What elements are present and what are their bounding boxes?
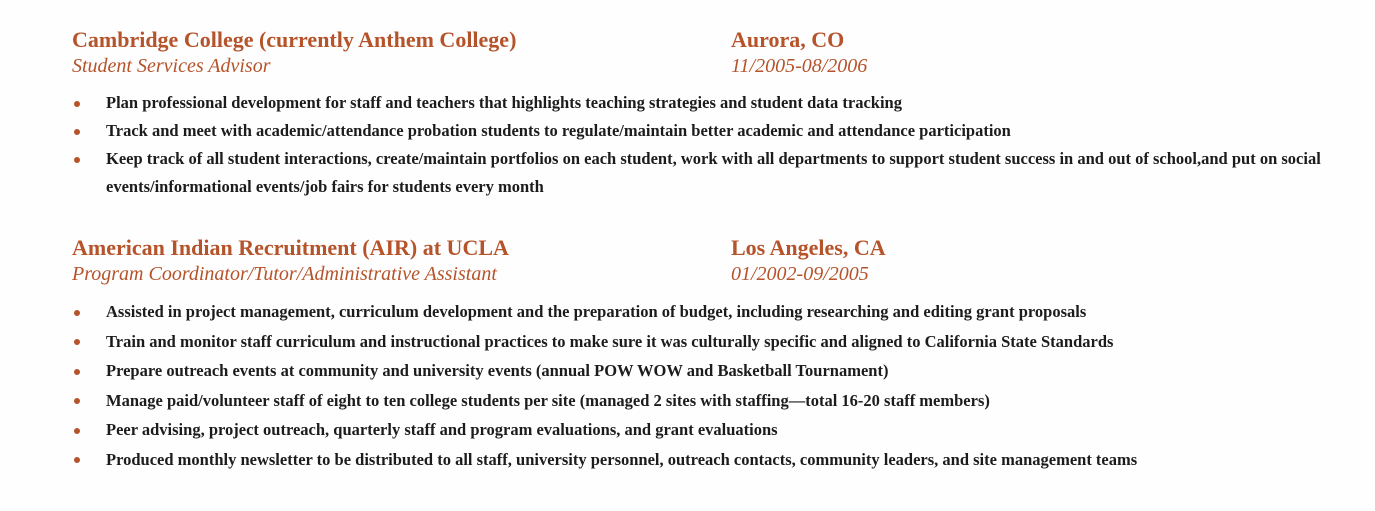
list-item — [72, 117, 1342, 145]
bullet-text: Train and monitor staff curriculum and instructional practices to make sure it was culturally specific and aligned to California State Standards — [106, 331, 1114, 351]
bullet-icon — [74, 339, 80, 345]
list-item — [72, 386, 1342, 416]
bullet-icon — [74, 310, 80, 316]
job-role: Program Coordinator/Tutor/Administrative Assistant — [72, 263, 497, 285]
bullet-icon — [74, 457, 80, 463]
responsibility-list — [72, 297, 1342, 474]
bullet-icon — [74, 369, 80, 375]
bullet-text: Keep track of all student interactions, create/maintain portfolios on each student, work with all departments to support student success in and out of school,and put on social events/informational events/job fairs for students every month — [106, 149, 1321, 196]
bullet-text: Produced monthly newsletter to be distributed to all staff, university personnel, outreach contacts, community leaders, and site management teams — [106, 449, 1138, 469]
bullet-text: Manage paid/volunteer staff of eight to ten college students per site (managed 2 sites with staffing—total 16-20 staff members) — [106, 390, 990, 410]
organization-name: Cambridge College (currently Anthem College) — [72, 27, 517, 52]
bullet-icon — [74, 129, 80, 135]
bullet-text: Track and meet with academic/attendance probation students to regulate/maintain better academic and attendance participation — [106, 121, 1011, 140]
bullet-icon — [74, 428, 80, 434]
job-subheader — [72, 55, 1342, 83]
job-location: Los Angeles, CA — [731, 235, 886, 260]
job-header — [72, 27, 1342, 55]
job-entry-air-ucla — [72, 235, 1342, 474]
list-item — [72, 89, 1342, 117]
list-item — [72, 145, 1342, 201]
list-item — [72, 327, 1342, 357]
organization-name: American Indian Recruitment (AIR) at UCLA — [72, 235, 509, 260]
job-subheader — [72, 263, 1342, 291]
responsibility-list — [72, 89, 1342, 201]
bullet-text: Prepare outreach events at community and university events (annual POW WOW and Basketball Tournament) — [106, 361, 889, 380]
bullet-icon — [74, 101, 80, 107]
list-item — [72, 445, 1342, 475]
list-item — [72, 356, 1342, 386]
bullet-text: Peer advising, project outreach, quarterly staff and program evaluations, and grant evaluations — [106, 420, 778, 439]
bullet-text: Plan professional development for staff and teachers that highlights teaching strategies and student data tracking — [106, 93, 902, 112]
bullet-icon — [74, 157, 80, 163]
job-role: Student Services Advisor — [72, 55, 271, 77]
list-item — [72, 415, 1342, 445]
job-header — [72, 235, 1342, 263]
job-entry-cambridge-college — [72, 27, 1342, 201]
job-location: Aurora, CO — [731, 27, 845, 52]
bullet-text: Assisted in project management, curriculum development and the preparation of budget, including researching and editing grant proposals — [106, 302, 1087, 321]
list-item — [72, 297, 1342, 327]
bullet-icon — [74, 398, 80, 404]
job-dates: 01/2002-09/2005 — [731, 263, 869, 285]
job-dates: 11/2005-08/2006 — [731, 55, 868, 77]
